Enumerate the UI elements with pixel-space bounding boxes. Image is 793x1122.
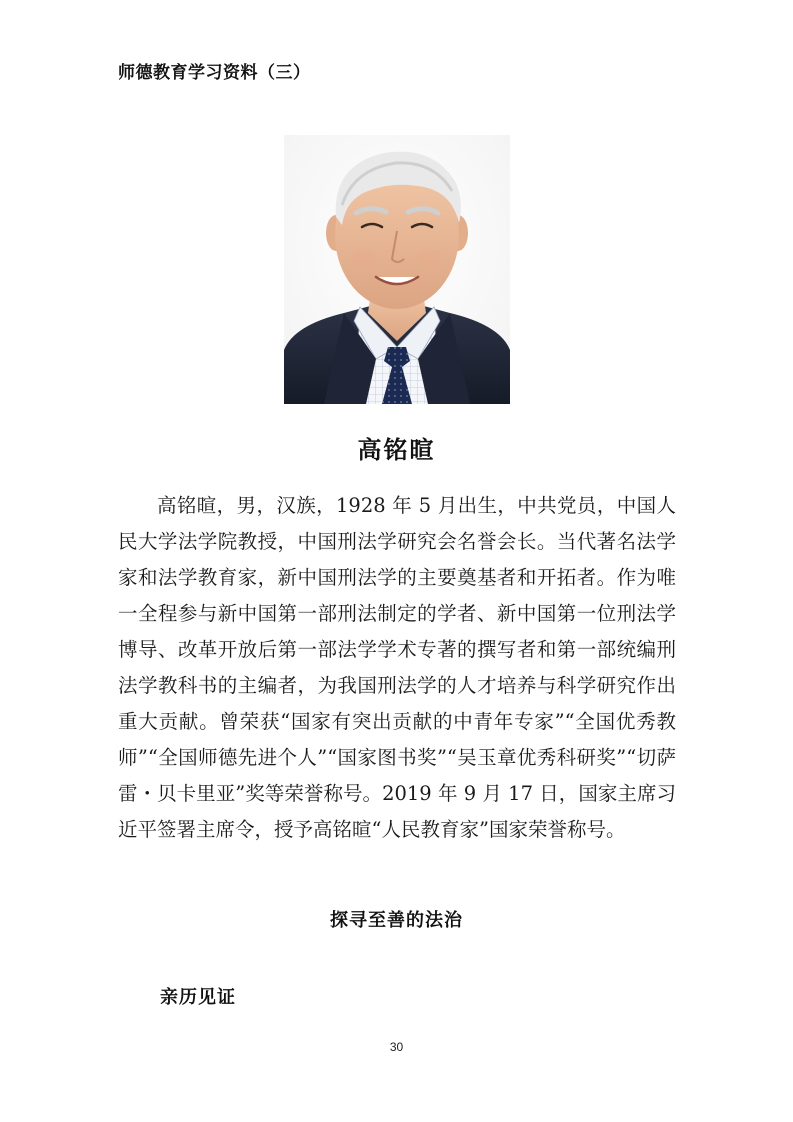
biography-paragraph: 高铭暄，男，汉族，1928 年 5 月出生，中共党员，中国人民大学法学院教授，中国刑法学研究会名誉会长。当代著名法学家和法学教育家，新中国刑法学的主要奠基者和开拓者。作为唯一全程参与新中国第一部刑法制定的学者、新中国第一位刑法学博导、改革开放后第一部法学学术专著的撰写者和第一部统编刑法学教科书的主编者，为我国刑法学的人才培养与科学研究作出重大贡献。曾荣获“国家有突出贡献的中青年专家”“全国优秀教师”“全国师德先进个人”“国家图书奖”“吴玉章优秀科研奖”“切萨雷・贝卡里亚”奖等荣誉称号。2019 年 9 月 17 日，国家主席习近平签署主席令，授予高铭暄“人民教育家”国家荣誉称号。 <box>118 494 676 841</box>
person-name: 高铭暄 <box>357 436 436 464</box>
portrait-photo <box>284 135 510 404</box>
document-header: 师德教育学习资料（三） <box>118 63 311 83</box>
page-number: 30 <box>389 1040 404 1054</box>
section-heading: 亲历见证 <box>160 987 236 1008</box>
article-title: 探寻至善的法治 <box>330 910 463 931</box>
